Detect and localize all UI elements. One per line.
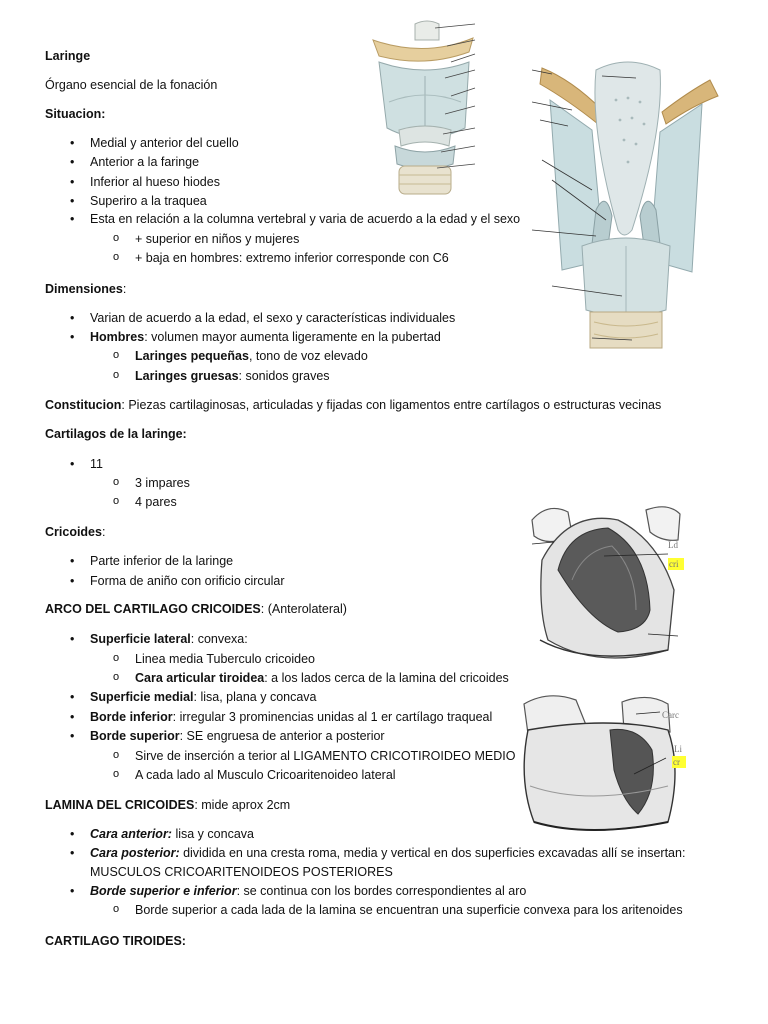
list-item xyxy=(90,884,526,900)
sub-list-item: o + baja en hombres: extremo inferior corresponde con C6 xyxy=(135,251,449,267)
sub-list-item: o Linea media Tuberculo cricoideo xyxy=(135,652,315,668)
arco-heading xyxy=(45,602,347,618)
term-text: : se continua con los bordes correspondientes al aro xyxy=(236,884,527,898)
bold-term: Superficie medial xyxy=(90,690,194,704)
bold-term: Borde superior xyxy=(90,729,180,743)
bold-term: Hombres xyxy=(90,330,145,344)
term-text: : convexa: xyxy=(190,632,248,646)
larynx-posterior-illustration xyxy=(532,40,720,350)
list-item: • Medial y anterior del cuello xyxy=(90,136,239,152)
cricoid-lateral-illustration xyxy=(528,500,686,670)
sub-list-item: o Sirve de inserción a terior al LIGAMENTO CRICOTIROIDEO MEDIO xyxy=(135,749,515,765)
bold-term: Constitucion xyxy=(45,398,122,412)
term-text: lisa y concava xyxy=(171,827,254,841)
list-item xyxy=(90,690,317,706)
cricoides-colon: : xyxy=(101,525,106,539)
bold-term: Cara anterior: xyxy=(90,827,172,841)
bold-term: Superficie lateral xyxy=(90,632,191,646)
list-item xyxy=(90,710,492,726)
sub-list-item: o 4 pares xyxy=(135,495,177,511)
bold-term: Borde superior e inferior xyxy=(90,884,237,898)
fig3-label-a: Ld xyxy=(668,540,678,550)
list-item xyxy=(90,827,254,843)
term-text: dividida en una cresta roma, media y vertical en dos superficies excavadas allí se insertan: xyxy=(179,846,686,860)
lamina-heading xyxy=(45,798,290,814)
definition-text: Órgano esencial de la fonación xyxy=(45,78,218,92)
larynx-anterior-illustration xyxy=(365,18,480,196)
dimensiones-heading xyxy=(45,282,126,298)
term-text: : irregular 3 prominencias unidas al 1 er cartílago traqueal xyxy=(172,710,493,724)
list-item: • 11 xyxy=(90,457,103,473)
list-item: • Superiro a la traquea xyxy=(90,194,207,210)
term-text: : a los lados cerca de la lamina del cricoides xyxy=(264,671,509,685)
fig4-label-b: Li xyxy=(674,744,682,754)
term-text: : sonidos graves xyxy=(238,369,330,383)
cricoides-heading xyxy=(45,525,105,541)
fig4-label-c: cr xyxy=(673,757,680,767)
list-item: • Inferior al hueso hiodes xyxy=(90,175,220,191)
list-item: • Forma de aniño con orificio circular xyxy=(90,574,285,590)
bold-term: ARCO DEL CARTILAGO CRICOIDES xyxy=(45,602,261,616)
term-text: : SE engruesa de anterior a posterior xyxy=(179,729,385,743)
list-item xyxy=(90,632,248,648)
list-item xyxy=(90,846,685,862)
list-item xyxy=(90,729,385,745)
cartilagos-heading: Cartilagos de la laringe: xyxy=(45,427,187,441)
dimensiones-colon: : xyxy=(122,282,127,296)
sub-list-item: o Borde superior a cada lada de la lamina se encuentran una superficie convexa para los aritenoides xyxy=(135,903,683,919)
term-text: : Piezas cartilaginosas, articuladas y fijadas con ligamentos entre cartílagos o estructuras vecinas xyxy=(121,398,662,412)
fig3-label-b: cri xyxy=(669,559,679,569)
bold-term: LAMINA DEL CRICOIDES xyxy=(45,798,195,812)
term-text: , tono de voz elevado xyxy=(248,349,368,363)
term-text: : mide aprox 2cm xyxy=(194,798,291,812)
bold-term: Borde inferior xyxy=(90,710,173,724)
list-item: • Parte inferior de la laringe xyxy=(90,554,233,570)
sub-list-item: o 3 impares xyxy=(135,476,190,492)
bold-term: Laringes pequeñas xyxy=(135,349,249,363)
cricoid-posterior-illustration xyxy=(518,690,686,840)
sub-list-item xyxy=(135,671,509,687)
sub-list-item xyxy=(135,349,368,365)
bold-term: Cara posterior: xyxy=(90,846,180,860)
list-item-continuation: MUSCULOS CRICOARITENOIDEOS POSTERIORES xyxy=(90,865,393,879)
list-item: • Anterior a la faringe xyxy=(90,155,199,171)
constitucion-paragraph xyxy=(45,398,661,414)
term-text: : (Anterolateral) xyxy=(260,602,347,616)
tiroides-heading: CARTILAGO TIROIDES: xyxy=(45,934,186,948)
situacion-heading: Situacion: xyxy=(45,107,106,121)
bold-term: Cara articular tiroidea xyxy=(135,671,265,685)
term-text: : volumen mayor aumenta ligeramente en la pubertad xyxy=(144,330,441,344)
list-item: • Varian de acuerdo a la edad, el sexo y características individuales xyxy=(90,311,455,327)
fig4-label-a: Carc xyxy=(662,710,679,720)
bold-term: Laringes gruesas xyxy=(135,369,239,383)
term-text: : lisa, plana y concava xyxy=(193,690,317,704)
dimensiones-heading-text: Dimensiones xyxy=(45,282,123,296)
sub-list-item: o A cada lado al Musculo Cricoaritenoideo lateral xyxy=(135,768,396,784)
doc-title: Laringe xyxy=(45,49,91,63)
list-item: • Esta en relación a la columna vertebral y varia de acuerdo a la edad y el sexo xyxy=(90,212,520,228)
list-item xyxy=(90,330,441,346)
sub-list-item xyxy=(135,369,330,385)
sub-list-item: o + superior en niños y mujeres xyxy=(135,232,299,248)
cricoides-heading-text: Cricoides xyxy=(45,525,102,539)
